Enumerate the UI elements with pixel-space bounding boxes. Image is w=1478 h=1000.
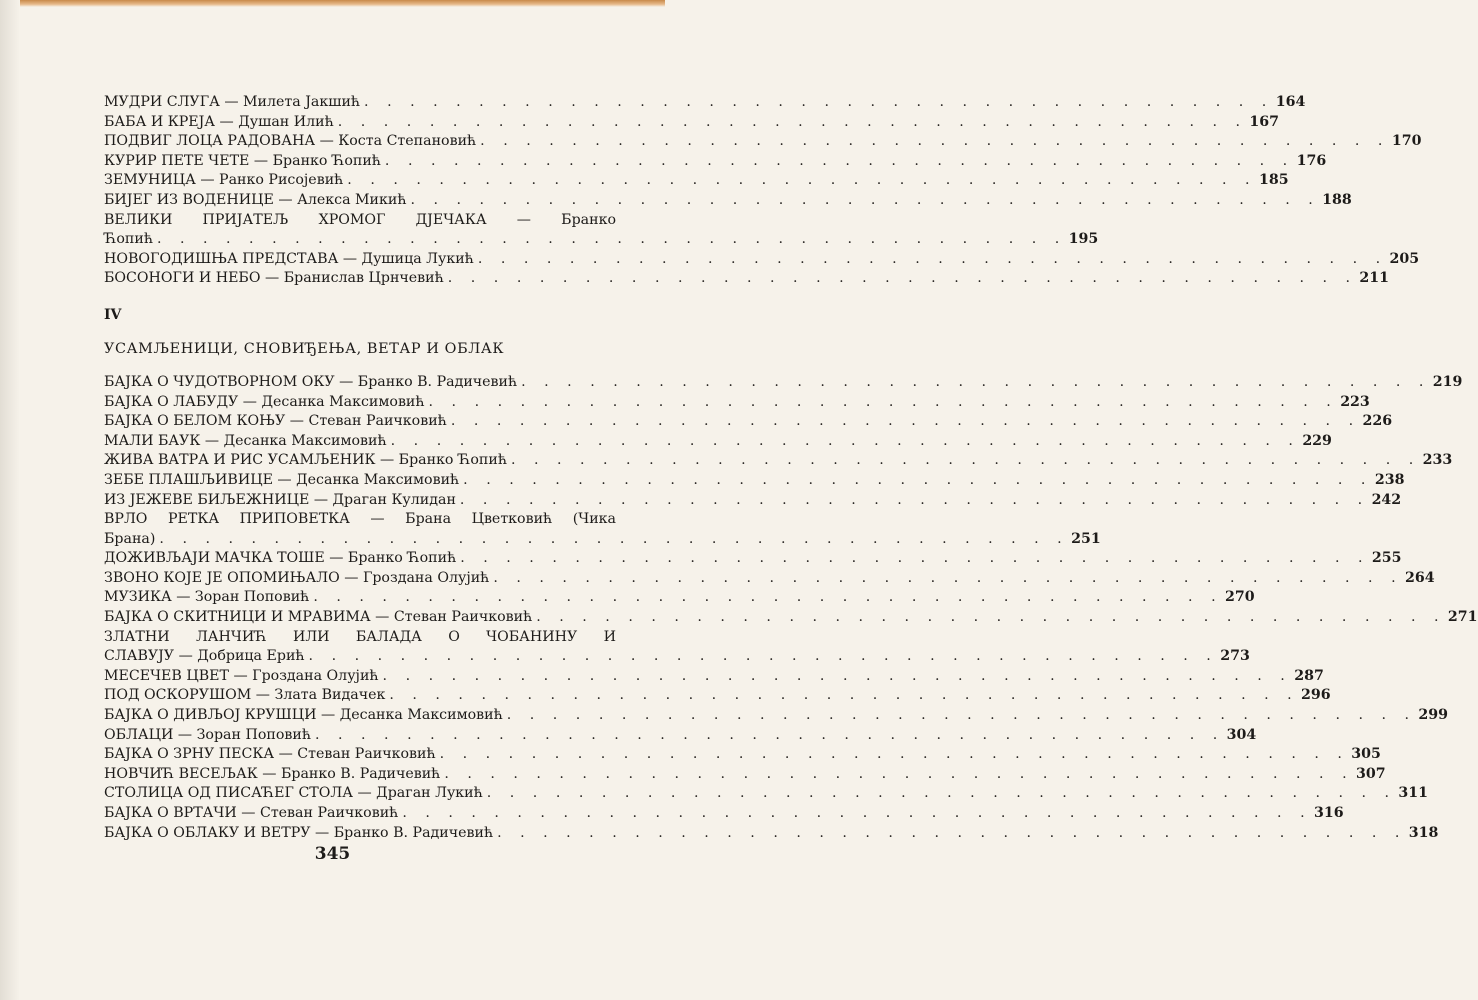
toc-dot-leader: . . . . . . . . . . . . . . . . . . . . . . . . . . . . . . . . . . . . . . . .	[313, 589, 1223, 606]
toc-entry-page: 205	[1389, 250, 1420, 267]
toc-entry-title: ЖИВА ВАТРА И РИС УСАМЉЕНИК — Бранко Ћопић	[104, 452, 507, 469]
toc-entry-page: 273	[1220, 648, 1250, 665]
toc-dot-leader: . . . . . . . . . . . . . . . . . . . . . . . . . . . . . . . . . . . . . . . .	[337, 113, 1248, 130]
toc-entry-title: БАЈКА О ЧУДОТВОРНОМ ОКУ — Бранко В. Радичевић	[104, 373, 518, 390]
toc-dot-leader: . . . . . . . . . . . . . . . . . . . . . . . . . . . . . . . . . . . . . . . .	[447, 270, 1358, 287]
toc-entry-page: 264	[1404, 569, 1435, 586]
toc-entry-title: СЛАВУЈУ — Добрица Ерић	[104, 648, 305, 665]
toc-entry	[104, 588, 1255, 608]
toc-dot-leader: . . . . . . . . . . . . . . . . . . . . . . . . . . . . . . . . . . . . . . . .	[450, 413, 1361, 430]
toc-dot-leader: . . . . . . . . . . . . . . . . . . . . . . . . . . . . . . . . . . . . . . . .	[347, 172, 1257, 189]
toc-entry	[104, 191, 1352, 211]
toc-entry	[104, 250, 1420, 270]
toc-entry-title: МАЛИ БАУК — Десанка Максимовић	[104, 432, 387, 449]
toc-dot-leader: . . . . . . . . . . . . . . . . . . . . . . . . . . . . . . . . . . . . . . . .	[439, 746, 1349, 763]
toc-entry	[104, 647, 1250, 667]
toc-entry	[104, 686, 1331, 706]
toc-entry	[104, 804, 1344, 824]
toc-dot-leader: . . . . . . . . . . . . . . . . . . . . . . . . . . . . . . . . . . . . . . . .	[521, 373, 1431, 390]
toc-entry-page: 287	[1294, 667, 1324, 684]
toc-entry-page: 226	[1362, 413, 1393, 430]
section-number: IV	[104, 306, 122, 323]
toc-entry-title: НОВОГОДИШЊА ПРЕДСТАВА — Душица Лукић	[104, 250, 474, 267]
toc-entry-title: ПОД ОСКОРУШОМ — Злата Видачек	[104, 687, 386, 704]
toc-entry	[104, 491, 1402, 511]
toc-entry	[104, 726, 1257, 746]
toc-entry-page: 170	[1391, 133, 1422, 150]
toc-entry-page: 270	[1224, 589, 1255, 606]
toc-entry	[104, 628, 616, 648]
toc-entry-title: Ћопић	[104, 231, 153, 248]
toc-entry	[104, 269, 1390, 289]
toc-entry-page: 229	[1302, 432, 1332, 449]
toc-entry-title: СТОЛИЦА ОД ПИСАЋЕГ СТОЛА — Драган Лукић	[104, 785, 483, 802]
toc-entry	[104, 569, 1435, 589]
toc-entry	[104, 171, 1289, 191]
toc-dot-leader: . . . . . . . . . . . . . . . . . . . . . . . . . . . . . . . . . . . . . . . .	[402, 805, 1312, 821]
toc-entry	[104, 412, 1393, 432]
toc-dot-leader: . . . . . . . . . . . . . . . . . . . . . . . . . . . . . . . . . . . . . . . .	[156, 231, 1067, 248]
toc-entry	[104, 824, 1439, 844]
toc-entry	[104, 93, 1306, 113]
toc-entry-title: БАЈКА О СКИТНИЦИ И МРАВИМА — Стеван Раичковић	[104, 609, 533, 626]
toc-dot-leader: . . . . . . . . . . . . . . . . . . . . . . . . . . . . . . . . . . . . . . . .	[444, 765, 1354, 782]
toc-entry	[104, 745, 1381, 765]
toc-dot-leader: . . . . . . . . . . . . . . . . . . . . . . . . . . . . . . . . . . . . . . . .	[480, 133, 1390, 150]
toc-entry-title: БАБА И КРЕЈА — Душан Илић	[104, 113, 334, 130]
toc-dot-leader: . . . . . . . . . . . . . . . . . . . . . . . . . . . . . . . . . . . . . . . .	[506, 707, 1417, 724]
toc-entry	[104, 706, 1449, 726]
toc-entry-page: 188	[1322, 191, 1352, 208]
toc-group-1	[104, 93, 1422, 289]
toc-entry-page: 255	[1371, 550, 1402, 567]
toc-entry-page: 238	[1374, 471, 1405, 488]
toc-entry	[104, 432, 1332, 452]
table-of-contents	[104, 93, 1478, 843]
toc-dot-leader: . . . . . . . . . . . . . . . . . . . . . . . . . . . . . . . . . . . . . . . .	[459, 491, 1370, 508]
toc-dot-leader: . . . . . . . . . . . . . . . . . . . . . . . . . . . . . . . . . . . . . . . .	[364, 94, 1274, 110]
toc-entry-page: 271	[1447, 609, 1478, 626]
toc-entry-title: КУРИР ПЕТЕ ЧЕТЕ — Бранко Ћопић	[104, 152, 381, 169]
toc-entry-title: БАЈКА О БЕЛОМ КОЊУ — Стеван Раичковић	[104, 413, 447, 430]
toc-dot-leader: . . . . . . . . . . . . . . . . . . . . . . . . . . . . . . . . . . . . . . . .	[428, 393, 1338, 410]
toc-entry-page: 223	[1340, 393, 1370, 410]
toc-dot-leader: . . . . . . . . . . . . . . . . . . . . . . . . . . . . . . . . . . . . . . . .	[486, 785, 1397, 802]
toc-entry-title: НОВЧИЋ ВЕСЕЉАК — Бранко В. Радичевић	[104, 765, 441, 782]
toc-dot-leader: . . . . . . . . . . . . . . . . . . . . . . . . . . . . . . . . . . . . . . . .	[463, 471, 1373, 488]
section-title: УСАМЉЕНИЦИ, СНОВИЂЕЊА, ВЕТАР И ОБЛАК	[104, 340, 505, 357]
toc-entry-title: БИЈЕГ ИЗ ВОДЕНИЦЕ — Алекса Микић	[104, 191, 407, 208]
toc-entry	[104, 373, 1463, 393]
toc-entry-page: 211	[1359, 270, 1390, 287]
toc-entry-page: 304	[1226, 726, 1257, 743]
toc-entry-page: 176	[1296, 152, 1327, 169]
toc-entry-page: 316	[1313, 805, 1344, 821]
toc-entry-title: ПОДВИГ ЛОЦА РАДОВАНА — Коста Степановић	[104, 133, 477, 150]
toc-entry-title: ОБЛАЦИ — Зоран Поповић	[104, 726, 311, 743]
toc-entry-title: БАЈКА О ОБЛАКУ И ВЕТРУ — Бранко В. Радичевић	[104, 824, 494, 841]
toc-entry	[104, 113, 1280, 133]
toc-dot-leader: . . . . . . . . . . . . . . . . . . . . . . . . . . . . . . . . . . . . . . . .	[308, 648, 1218, 665]
toc-dot-leader: . . . . . . . . . . . . . . . . . . . . . . . . . . . . . . . . . . . . . . . .	[159, 530, 1069, 547]
toc-entry-title: ЗЕБЕ ПЛАШЉИВИЦЕ — Десанка Максимовић	[104, 471, 460, 488]
toc-entry-page: 195	[1068, 231, 1099, 248]
toc-group-2	[104, 373, 1478, 843]
page-number: 345	[314, 844, 351, 864]
toc-entry-page: 318	[1408, 824, 1439, 841]
toc-dot-leader: . . . . . . . . . . . . . . . . . . . . . . . . . . . . . . . . . . . . . . . .	[493, 569, 1403, 586]
toc-dot-leader: . . . . . . . . . . . . . . . . . . . . . . . . . . . . . . . . . . . . . . . .	[460, 550, 1370, 567]
toc-entry-title: БОСОНОГИ И НЕБО — Бранислав Црнчевић	[104, 270, 444, 287]
toc-entry-title: БАЈКА О ЗРНУ ПЕСКА — Стеван Раичковић	[104, 746, 436, 763]
toc-dot-leader: . . . . . . . . . . . . . . . . . . . . . . . . . . . . . . . . . . . . . . . .	[536, 609, 1446, 626]
toc-entry	[104, 530, 1101, 550]
toc-entry-title: ДОЖИВЉАЈИ МАЧКА ТОШЕ — Бранко Ћопић	[104, 550, 457, 567]
toc-entry-page: 307	[1355, 765, 1386, 782]
toc-entry-title: БАЈКА О ЛАБУДУ — Десанка Максимовић	[104, 393, 425, 410]
toc-entry-title: МУЗИКА — Зоран Поповић	[104, 589, 310, 606]
toc-entry	[104, 765, 1386, 785]
toc-entry	[104, 211, 616, 231]
toc-dot-leader: . . . . . . . . . . . . . . . . . . . . . . . . . . . . . . . . . . . . . . . .	[410, 191, 1320, 208]
toc-entry	[104, 230, 1099, 250]
toc-entry	[104, 393, 1370, 413]
toc-dot-leader: . . . . . . . . . . . . . . . . . . . . . . . . . . . . . . . . . . . . . . . .	[382, 667, 1292, 684]
toc-entry-page: 219	[1432, 373, 1463, 390]
toc-dot-leader: . . . . . . . . . . . . . . . . . . . . . . . . . . . . . . . . . . . . . . . .	[390, 432, 1300, 449]
toc-entry-title: БАЈКА О ДИВЉОЈ КРУШЦИ — Десанка Максимовић	[104, 707, 503, 724]
toc-entry-page: 167	[1249, 113, 1280, 130]
toc-entry-title: МУДРИ СЛУГА — Милета Јакшић	[104, 94, 361, 110]
toc-entry-page: 164	[1275, 94, 1306, 110]
toc-entry-title: ЗЛАТНИ ЛАНЧИЋ ИЛИ БАЛАДА О ЧОБАНИНУ И	[104, 628, 616, 645]
toc-entry	[104, 471, 1405, 491]
toc-entry-page: 305	[1351, 746, 1381, 763]
toc-entry-title: ВЕЛИКИ ПРИЈАТЕЉ ХРОМОГ ДЈЕЧАКА — Бранко	[104, 211, 616, 228]
toc-entry-title: ИЗ ЈЕЖЕВЕ БИЉЕЖНИЦЕ — Драган Кулидан	[104, 491, 456, 508]
toc-dot-leader: . . . . . . . . . . . . . . . . . . . . . . . . . . . . . . . . . . . . . . . .	[510, 452, 1421, 469]
toc-entry-title: ВРЛО РЕТКА ПРИПОВЕТКА — Брана Цветковић (Чика	[104, 511, 616, 528]
toc-entry-title: БАЈКА О ВРТАЧИ — Стеван Раичковић	[104, 805, 399, 821]
toc-entry	[104, 510, 616, 530]
toc-entry-title: Брана)	[104, 530, 156, 547]
toc-dot-leader: . . . . . . . . . . . . . . . . . . . . . . . . . . . . . . . . . . . . . . . .	[314, 726, 1225, 743]
toc-entry-page: 242	[1371, 491, 1402, 508]
toc-dot-leader: . . . . . . . . . . . . . . . . . . . . . . . . . . . . . . . . . . . . . . . .	[477, 250, 1388, 267]
toc-entry-page: 233	[1422, 452, 1453, 469]
toc-entry-page: 251	[1071, 530, 1101, 547]
toc-entry-page: 311	[1398, 785, 1429, 802]
toc-entry	[104, 608, 1478, 628]
page-top-edge	[0, 0, 665, 7]
toc-entry-title: ЗЕМУНИЦА — Ранко Рисојевић	[104, 172, 344, 189]
toc-entry-page: 185	[1258, 172, 1289, 189]
toc-entry-title: МЕСЕЧЕВ ЦВЕТ — Гроздана Олујић	[104, 667, 379, 684]
toc-dot-leader: . . . . . . . . . . . . . . . . . . . . . . . . . . . . . . . . . . . . . . . .	[389, 687, 1299, 704]
toc-entry	[104, 784, 1429, 804]
toc-entry	[104, 451, 1453, 471]
toc-dot-leader: . . . . . . . . . . . . . . . . . . . . . . . . . . . . . . . . . . . . . . . .	[497, 824, 1407, 841]
toc-entry	[104, 152, 1327, 172]
toc-dot-leader: . . . . . . . . . . . . . . . . . . . . . . . . . . . . . . . . . . . . . . . .	[384, 152, 1295, 169]
toc-entry	[104, 667, 1324, 687]
toc-entry	[104, 132, 1422, 152]
toc-entry-page: 299	[1418, 707, 1449, 724]
toc-entry-page: 296	[1301, 687, 1331, 704]
toc-entry	[104, 549, 1402, 569]
toc-entry-title: ЗВОНО КОЈЕ ЈЕ ОПОМИЊАЛО — Гроздана Олујић	[104, 569, 490, 586]
